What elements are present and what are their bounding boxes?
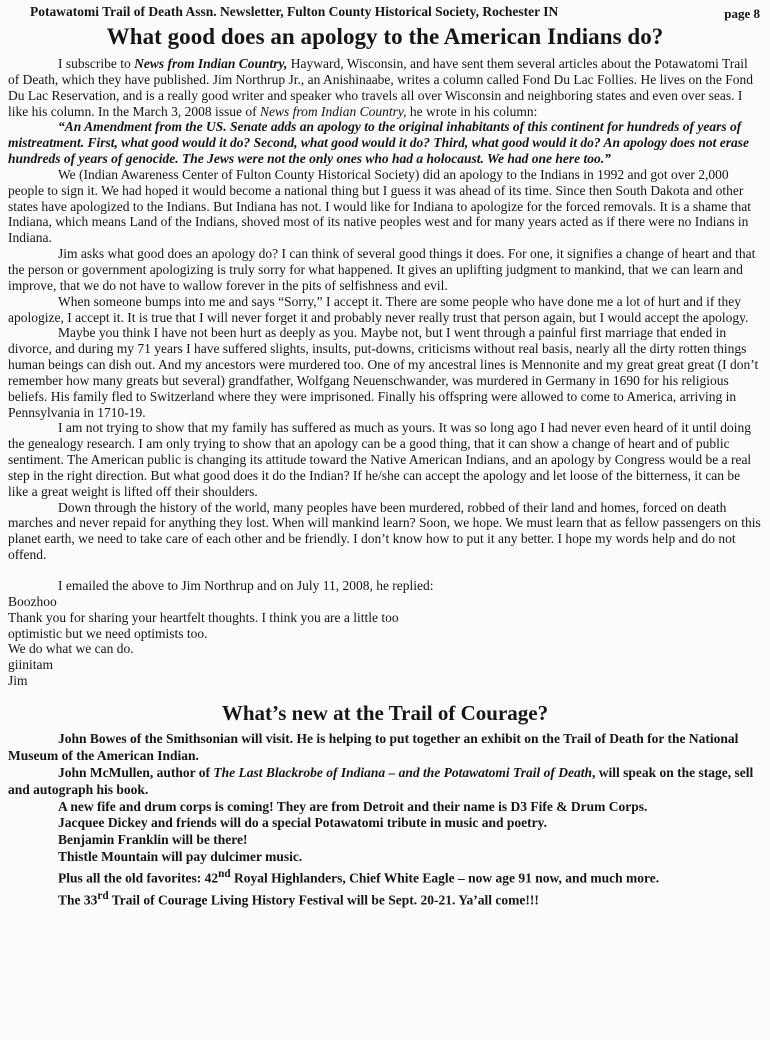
reply-intro: I emailed the above to Jim Northrup and on July 11, 2008, he replied: xyxy=(58,578,434,593)
publication-name-2: News from Indian Country, xyxy=(259,103,407,119)
news-item-1: John Bowes of the Smithsonian will visit. He is helping to put together an exhibit on the Trail of Death for the National Museum of the American Indian. xyxy=(8,730,739,763)
article-paragraph-6: I am not trying to show that my family has suffered as much as yours. It was so long ago I had never even heard of it until doing the genealogy research. I am only trying to show that an apology can be a good thing, that it can show a change of heart and of public sentiment. The American public is changing its attitude toward the Native American Indians, and an apology by Congress would be a real step in the right direction. But what good does it do the Indian? If he/she can accept the apology and let loose of the bitterness, it can be like a great weight is lifted off their shoulders. xyxy=(8,420,752,499)
reply-signature: Jim xyxy=(8,673,28,689)
page-header xyxy=(8,4,762,23)
page-number: page 8 xyxy=(724,6,760,21)
p1-text-a: I subscribe to xyxy=(58,56,135,71)
book-title: The Last Blackrobe of Indiana – and the Potawatomi Trail of Death xyxy=(213,764,593,780)
news-item-7 xyxy=(8,866,762,887)
publication-name: News from Indian Country, xyxy=(134,56,288,71)
reply-line: optimistic but we need optimists too. xyxy=(8,625,208,641)
news-item-3: A new fife and drum corps is coming! They are from Detroit and their name is D3 Fife & Drum Corps. xyxy=(58,798,648,814)
p1-text-e: he wrote in his column: xyxy=(406,103,538,119)
news-list xyxy=(8,731,762,909)
news-item-6: Thistle Mountain will pay dulcimer music. xyxy=(58,849,303,865)
news-item-8 xyxy=(8,888,762,909)
ordinal-suffix: nd xyxy=(218,868,231,881)
news-item-2 xyxy=(8,765,762,799)
reply-line: Thank you for sharing your heartfelt thoughts. I think you are a little too xyxy=(8,609,399,625)
article-paragraph-1 xyxy=(8,56,762,119)
p1-text-c: Hayward, Wisconsin, and have sent them several articles about the Potawatomi Trail of Death, which they have published. Jim Northrup Jr., an Anishinaabe, writes a column called Fond Du Lac Follies. He lives on the Fond Du Lac Reservation, and is a really good writer and speaker who travels all over Wisconsin and neighboring states and even over seas. I like his column. In the March 3, 2008 issue of xyxy=(8,56,753,119)
article-body xyxy=(8,56,762,689)
news-item-4: Jacquee Dickey and friends will do a special Potawatomi tribute in music and poetry. xyxy=(58,815,547,831)
article-paragraph-4: When someone bumps into me and says “Sorry,” I accept it. There are some people who have done me a lot of hurt and if they apologize, I accept it. It is true that I will never forget it and probably never really trust that person again, but I would accept the apology. xyxy=(8,293,749,325)
news-item-5: Benjamin Franklin will be there! xyxy=(58,832,248,848)
reply-line: Boozhoo xyxy=(8,593,57,609)
reply-line: We do what we can do. xyxy=(8,641,134,657)
ordinal-suffix: rd xyxy=(97,889,109,902)
article-paragraph-3: Jim asks what good does an apology do? I can think of several good things it does. For one, it signifies a change of heart and that the person or government apologizing is truly sorry for what happened. It gives an uplifting judgment to mankind, that we can learn and improve, that we do not have to wallow forever in the pits of selfishness and evil. xyxy=(8,246,756,293)
quoted-column: “An Amendment from the US. Senate adds an apology to the original inhabitants of this continent for hundreds of years of mistreatment. First, what good would it do? Second, what good would it do? Third, what good would it do? An apology does not erase hundreds of years of genocide. The Jews were not the only ones who had a holocaust. We had one here too.” xyxy=(8,119,749,167)
item7-text-a: Plus all the old favorites: 42 xyxy=(58,870,219,886)
news-title: What’s new at the Trail of Courage? xyxy=(221,700,549,725)
item8-text-b: Trail of Courage Living History Festival will be Sept. 20-21. Ya’all come!!! xyxy=(108,892,539,908)
article-paragraph-2: We (Indian Awareness Center of Fulton County Historical Society) did an apology to the Indians in 1992 and got over 2,000 people to sign it. We had hoped it would become a national thing but I guess it was ahead of its time. Since then South Dakota and other states have apologized to the Indians. But Indiana has not. I would like for Indiana to apologize for the forced removals. It is a shame that Indiana, which means Land of the Indians, shoved most of its native peoples west and for many years acted as if there were no Indians in Indiana. xyxy=(8,166,752,246)
item8-text-a: The 33 xyxy=(58,892,98,908)
item7-text-b: Royal Highlanders, Chief White Eagle – now age 91 now, and much more. xyxy=(230,870,660,886)
item2-text-a: John McMullen, author of xyxy=(58,764,214,780)
reply-line: giinitam xyxy=(8,657,53,673)
item2-text-c: , will speak on the stage, sell and autograph his book. xyxy=(8,764,754,797)
news-section xyxy=(8,701,762,909)
article-paragraph-7: Down through the history of the world, many peoples have been murdered, robbed of their land and homes, forced on death marches and never repaid for anything they lost. When will mankind learn? Soon, we hope. We must learn that as fellow passengers on this planet earth, we need to take care of each other and be friendly. I don’t know how to put it any better. I hope my words help and do not offend. xyxy=(8,499,761,563)
article-paragraph-5: Maybe you think I have not been hurt as deeply as you. Maybe not, but I went through a painful first marriage that ended in divorce, and during my 71 years I have suffered slights, insults, put-downs, criticisms without real basis, nearly all the dirty rotten things human beings can dish out. And my ancestors were murdered too. One of my ancestral lines is Mennonite and my great great great (I don’t remember how many greats but several) grandfather, Wolfgang Neuenschwander, was murdered in Germany in 1690 for his religious beliefs. His family fled to Switzerland where they were imprisoned. Finally his offspring were allowed to come to America, arriving in Pennsylvania in 1710-19. xyxy=(8,325,759,420)
article-title: What good does an apology to the American Indians do? xyxy=(106,24,664,49)
running-title: Potawatomi Trail of Death Assn. Newsletter, Fulton County Historical Society, Rochester IN xyxy=(30,4,559,19)
